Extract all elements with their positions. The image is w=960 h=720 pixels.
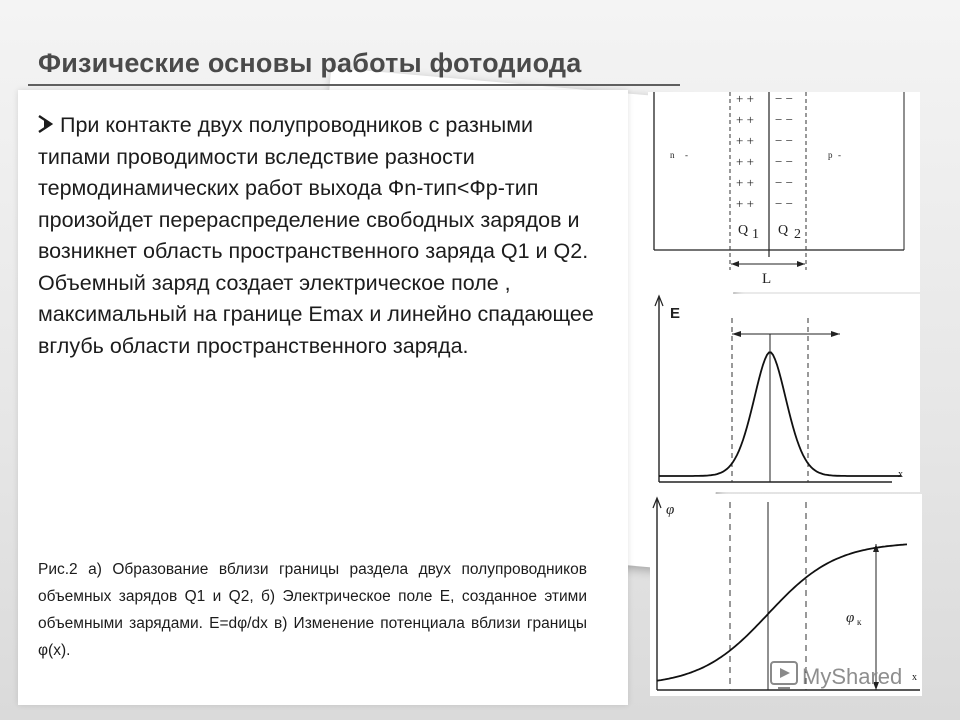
minus-row: − − <box>775 175 793 190</box>
n-region-sign: - <box>685 150 688 160</box>
phi-k-subscript: к <box>857 617 862 627</box>
figure-caption: Рис.2 а) Образование вблизи границы раздела двух полупроводников объемных зарядов Q1 и Q2, б) Электрическое поле E, созданное этими объемными зарядами. E=dφ/dx в) Изменение потенциала вблизи границы φ(x). <box>38 561 587 659</box>
figure-b-field-plot <box>652 294 920 492</box>
potential-y-label: φ <box>666 502 675 518</box>
plus-row: + + <box>736 92 754 106</box>
potential-x-label: x <box>912 672 917 683</box>
bullet-paragraph: При контакте двух полупроводников с разными типами проводимости вследствие разности термодинамических работ выхода Фn-тип<Фp-тип произойдет перераспределение свободных зарядов и возникнет область пространственного заряда Q1 и Q2. Объемный заряд создает электрическое поле , максимальный на границе Emax и линейно спадающее вглубь области пространственного заряда. <box>38 113 594 358</box>
field-curve <box>659 352 901 476</box>
watermark-text: MyShared <box>802 664 903 689</box>
figure-b-panel <box>652 294 920 492</box>
myshared-logo-icon <box>768 658 928 694</box>
field-x-label: x <box>898 469 903 480</box>
title-underline <box>28 84 680 86</box>
field-width-arrow-left <box>732 331 741 337</box>
n-region-label: n <box>670 150 675 160</box>
width-label: L <box>762 271 772 287</box>
q2-label: Q <box>778 223 789 238</box>
minus-row: − − <box>775 133 793 148</box>
figure-a-panel <box>648 92 920 292</box>
width-arrow-left <box>731 261 739 267</box>
p-region-sign: - <box>838 150 841 160</box>
plus-row: + + <box>736 154 754 169</box>
plus-row: + + <box>736 112 754 127</box>
plus-row: + + <box>736 175 754 190</box>
q1-label: Q <box>738 223 749 238</box>
field-width-arrow-right <box>831 331 840 337</box>
q2-index: 2 <box>794 227 801 242</box>
phi-k-label: φ <box>846 610 855 626</box>
slide-title: Физические основы работы фотодиода <box>38 48 582 78</box>
minus-row: − − <box>775 154 793 169</box>
minus-row: − − <box>775 112 793 127</box>
width-arrow-right <box>797 261 805 267</box>
minus-row: − − <box>775 92 793 106</box>
minus-row: − − <box>775 196 793 211</box>
myshared-watermark <box>768 658 928 694</box>
field-y-label: E <box>670 305 681 322</box>
plus-row: + + <box>736 196 754 211</box>
p-region-label: p <box>828 150 833 160</box>
plus-row: + + <box>736 133 754 148</box>
figure-a-charge-diagram <box>648 92 920 292</box>
q1-index: 1 <box>752 227 759 242</box>
